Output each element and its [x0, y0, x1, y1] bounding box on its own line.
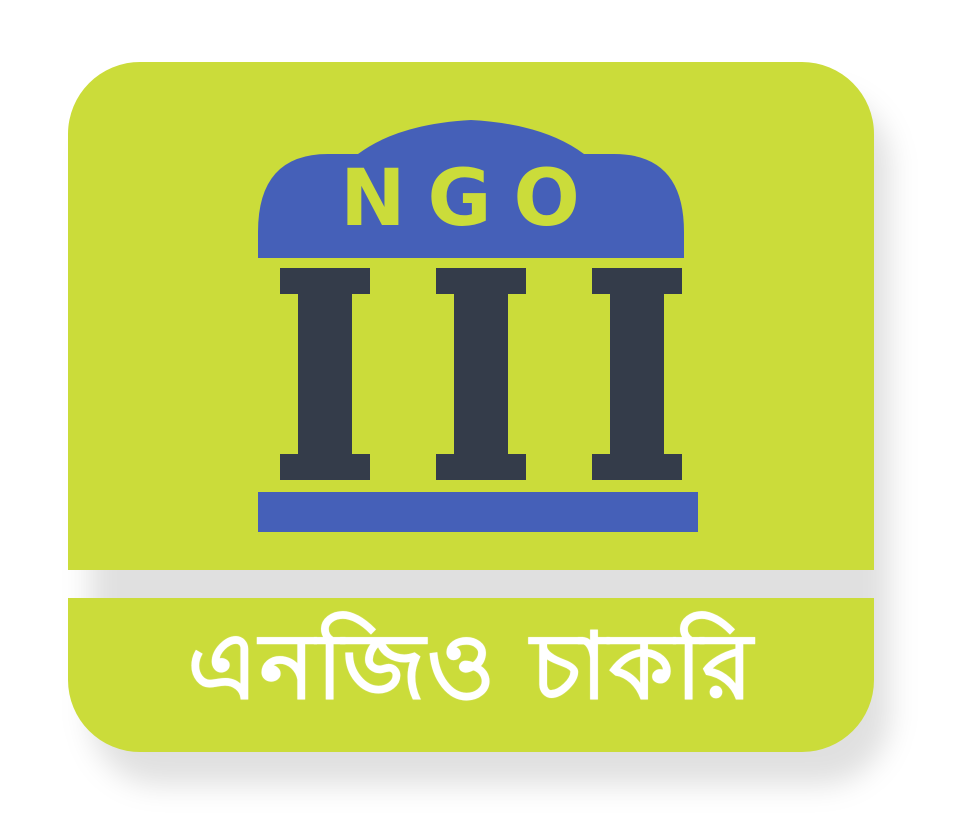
app-title: এনজিও চাকরি: [187, 613, 755, 720]
icon-top-panel: [68, 62, 874, 570]
building-base: [258, 492, 698, 532]
ngo-logo-text: NGO: [340, 154, 602, 244]
pillar-center: [436, 268, 526, 480]
pillar-left: [280, 268, 370, 480]
icon-bottom-panel: [68, 598, 874, 752]
ngo-building-emblem: [68, 62, 874, 570]
pillar-right: [592, 268, 682, 480]
